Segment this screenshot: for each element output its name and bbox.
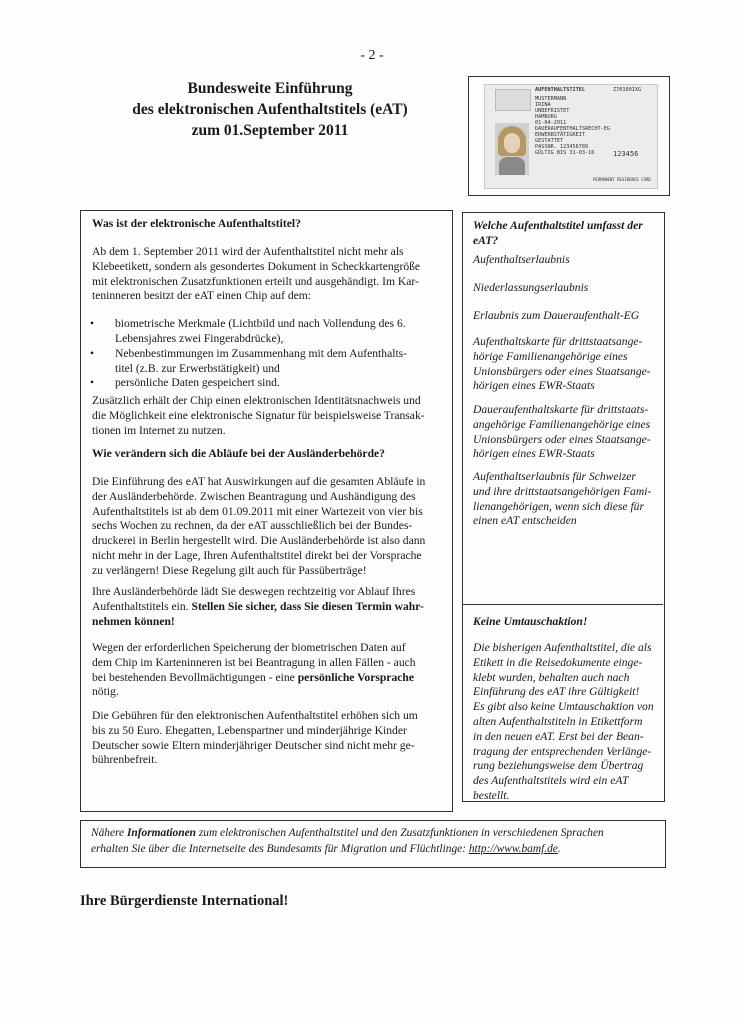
paragraph: Ihre Ausländerbehörde lädt Sie deswegen rechtzeitig vor Ablauf Ihres Aufenthaltstitels ein. Stellen Sie sicher, dass Sie diesen Termin wahr- nehmen können! <box>92 585 424 628</box>
card-header: AUFENTHALTSTITEL <box>535 87 585 93</box>
bullet: • <box>90 347 95 360</box>
bamf-link[interactable]: http://www.bamf.de <box>468 843 558 855</box>
card-emblem <box>495 89 531 111</box>
list-item: • Nebenbestimmungen im Zusammenhang mit dem Aufenthalts- titel (z.B. zur Erwerbstätigkeit) und <box>90 347 408 375</box>
info-text: Nähere Informationen zum elektronischen Aufenthaltstitel und den Zusatzfunktionen in verschiedenen Sprachen erhalten Sie über die Internetseite des Bundesamts für Migration und Flüchtlinge: http://www.bamf.de. <box>91 827 604 855</box>
section-heading: Was ist der elektronische Aufenthaltstitel? <box>92 217 301 230</box>
bullet: • <box>90 376 95 389</box>
title-line: zum 01.September 2011 <box>191 122 349 139</box>
side-heading: Welche Aufenthaltstitel umfasst der eAT? <box>473 219 643 247</box>
card-footer: PERMANENT RESIDENCE CARD <box>593 177 651 182</box>
paragraph: Wegen der erforderlichen Speicherung der biometrischen Daten auf dem Chip im Karteninneren ist bei Beantragung in allen Fällen - auch bei bestehenden Bevollmächtigungen - eine persönliche Vorsprache nötig. <box>92 641 416 699</box>
document-title <box>110 78 430 141</box>
side-item: Aufenthaltserlaubnis für Schweizer und ihre drittstaatsangehörigen Fami- lienangehörigen, wenn sich diese für einen eAT entscheiden <box>473 470 652 528</box>
side-item: Daueraufenthaltskarte für drittstaats- angehörige Familienangehörige eines Unionsbürgers oder eines Staatsange- hörigen eines EWR-Staats <box>473 403 651 461</box>
side-item: Niederlassungserlaubnis <box>473 281 589 294</box>
side-heading: Keine Umtauschaktion! <box>473 615 588 628</box>
side-info-box <box>462 212 665 802</box>
card-portrait <box>495 123 529 175</box>
paragraph: Die Gebühren für den elektronischen Aufenthaltstitel erhöhen sich um bis zu 50 Euro. Ehegatten, Lebenspartner und minderjährige Kinder Deutscher sowie Eltern minderjähriger Deutscher sind nicht mehr ge- bührenbefreit. <box>92 709 418 767</box>
info-box <box>80 820 666 868</box>
title-line: des elektronischen Aufenthaltstitels (eAT) <box>132 101 408 118</box>
list-item: • biometrische Merkmale (Lichtbild und nach Vollendung des 6. Lebensjahres zwei Fingerabdrücke), <box>90 317 406 345</box>
list-item: • persönliche Daten gespeichert sind. <box>90 376 280 389</box>
side-item: Aufenthaltskarte für drittstaatsange- hörige Familienangehörige eines Unionsbürgers oder eines Staatsange- hörigen eines EWR-Staats <box>473 335 651 393</box>
side-item: Erlaubnis zum Daueraufenthalt-EG <box>473 309 640 322</box>
page-number: - 2 - <box>360 48 384 63</box>
bullet: • <box>90 317 95 330</box>
section-heading: Wie verändern sich die Abläufe bei der Ausländerbehörde? <box>92 447 385 460</box>
card-number: Z70100IXG <box>613 87 642 93</box>
closing-signature: Ihre Bürgerdienste International! <box>80 893 289 909</box>
side-box-divider <box>462 604 663 605</box>
residence-card-image <box>484 84 658 189</box>
title-line: Bundesweite Einführung <box>187 80 353 97</box>
card-fields: MUSTERMANN IRINA UNBEFRISTET HAMBURG 01-04-2011 DAUERAUFENTHALTSRECHT-EG ERWERBSTÄTIGKEIT GESTATTET PASSNR. 123456789 GÜLTIG BIS 31-03-16 <box>535 96 610 156</box>
side-paragraph: Die bisherigen Aufenthaltstitel, die als Etikett in die Reisedokumente einge- klebt wurden, behalten auch nach Einführung des eAT ihre Gültigkeit! Es gibt also keine Umtauschaktion von alten Aufenthaltstiteln in Etikettform in den neuen eAT. Erst bei der Bean- tragung der entsprechenden Verlänge- rung beziehungsweise dem Übertrag des Aufenthaltstitels wird ein eAT bestellt. <box>473 641 654 802</box>
paragraph: Die Einführung des eAT hat Auswirkungen auf die gesamten Abläufe in der Ausländerbehörde. Zwischen Beantragung und Aushändigung des Aufenthaltstitels ist ab dem 01.09.2011 mit einer Wartezeit von vier bis sechs Wochen zu rechnen, da der eAT ausschließlich bei der Bundes- druckerei in Berlin hergestellt wird. Die Ausländerbehörde ist also dann nicht mehr in der Lage, Ihren Aufenthaltstitel direkt bei der Vorsprache zu verlängern! Diese Regelung gilt auch für Passüberträge! <box>92 475 426 577</box>
paragraph: Ab dem 1. September 2011 wird der Aufenthaltstitel nicht mehr als Klebeetikett, sondern als gesondertes Dokument in Scheckkartengröße mit elektronischen Zusatzfunktionen erteilt und ausgehändigt. Im Kar- teninneren besitzt der eAT einen Chip auf dem: <box>92 245 421 303</box>
main-info-box <box>80 210 453 812</box>
side-item: Aufenthaltserlaubnis <box>473 253 570 266</box>
paragraph: Zusätzlich erhält der Chip einen elektronischen Identitätsnachweis und die Möglichkeit eine elektronische Signatur für beispielsweise Transak- tionen im Internet zu nutzen. <box>92 394 425 437</box>
card-big-number: 123456 <box>613 150 639 158</box>
